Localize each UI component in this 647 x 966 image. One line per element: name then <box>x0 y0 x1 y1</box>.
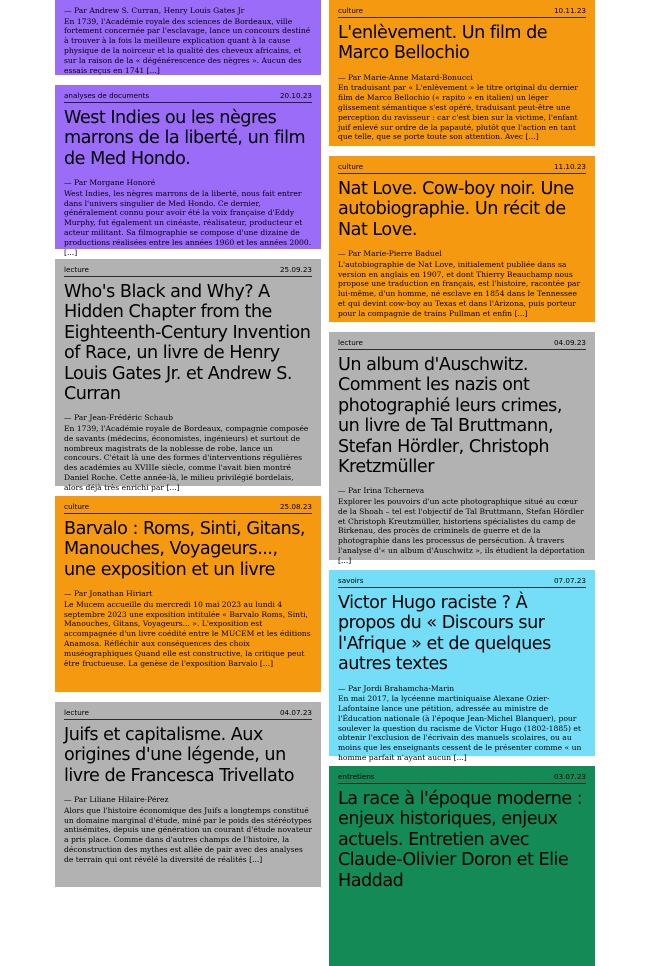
article-category[interactable]: lecture <box>64 708 89 717</box>
article-excerpt: Explorer les pouvoirs d'un acte photographique situé au cœur de la Shoah – tel est l'objectif de Tal Bruttmann, Stefan Hördler et Christoph Kreutzmüller, historiens spécialistes du camp de Birkenau, des procès de criminels de guerre et de la photographie dans les processus de persécution. À travers l'analyse d'« un album d'Auschwitz », ils étudient la déportation [...] <box>338 497 585 565</box>
article-meta <box>338 6 586 18</box>
article-author: — Par Jonathan Hiriart <box>64 589 153 599</box>
article-title[interactable]: Victor Hugo raciste ? À propos du « Discours sur l'Afrique » et de quelques autres textes <box>338 593 551 675</box>
article-meta <box>64 91 312 103</box>
article-category[interactable]: savoirs <box>338 576 364 585</box>
article-card[interactable] <box>329 332 595 565</box>
article-title[interactable]: L'enlèvement. Un film de Marco Bellochio <box>338 23 548 64</box>
article-category[interactable]: entretiens <box>338 772 375 781</box>
article-title[interactable]: Who's Black and Why? A Hidden Chapter from the Eighteenth-Century Invention of Race, un livre de Henry Louis Gates Jr. et Andrew S. Curran <box>64 282 311 405</box>
article-card[interactable] <box>55 85 321 257</box>
article-date: 03.07.23 <box>553 772 586 781</box>
article-date: 20.10.23 <box>279 91 312 100</box>
article-card[interactable] <box>329 0 595 146</box>
article-meta <box>338 338 586 350</box>
article-author: — Par Irina Tcherneva <box>338 486 425 496</box>
article-date: 25.08.23 <box>279 502 312 511</box>
article-excerpt: En 1739, l'Académie royale de Bordeaux, compagnie composée de savants (médecins, économistes, ingénieurs) et surtout de nombreux magistrats de la noblesse de robe, lance un concours. C'était là une des formes d'interventions régulières des académies au XVIIIe siècle, comme l'avait bien montré Daniel Roche. Cette année-là, le milieu privilégié bordelais, alors déjà très enrichi par [...] <box>64 424 309 492</box>
article-author: — Par Liliane Hilaire-Pérez <box>64 795 169 805</box>
article-title[interactable]: West Indies ou les nègres marrons de la liberté, un film de Med Hondo. <box>64 108 306 169</box>
article-card[interactable] <box>329 766 595 966</box>
article-excerpt: Le Mucem accueille du mercredi 10 mai 2023 au lundi 4 septembre 2023 une exposition intitulée « Barvalo Roms, Sinti, Manouches, Gitans, Voyageurs... ». L'exposition est accompagnée d'un livre coédité entre le MUCEM et les éditions Anamosa. Réfléchir aux conséquences des choix muséographiques Quand elle est constructive, la critique peut être fructueuse. La genèse de l'exposition Barvalo [...] <box>64 599 311 668</box>
article-meta <box>338 576 586 588</box>
article-author: — Par Jordi Brahamcha-Marin <box>338 683 455 693</box>
article-card[interactable] <box>329 156 595 322</box>
article-excerpt: Alors que l'histoire économique des Juifs a longtemps constitué un domaine marginal d'étude, miné par le poids des stéréotypes antisémites, depuis une génération un courant d'étude novateur a pris place. Comme dans d'autres champs de l'histoire, la déconstruction des mythes est allée de pair avec des analyses de terrain qui ont révélé la diversité de réalités [...] <box>64 805 312 864</box>
article-date: 04.07.23 <box>279 708 312 717</box>
article-category[interactable]: analyses de documents <box>64 91 150 100</box>
article-title[interactable]: La race à l'époque moderne : enjeux historiques, enjeux actuels. Entretien avec Claude-Olivier Doron et Elie Haddad <box>338 789 583 891</box>
article-excerpt: En mai 2017, la lycéenne martiniquaise Alexane Ozier-Lafontaine lance une pétition, adressée au ministre de l'Éducation nationale (à l'époque Jean-Michel Blanquer), pour soulever la question du racisme de Victor Hugo (1802-1885) et obtenir l'exclusion de l'écrivain des manuels scolaires, ou au moins que les enseignants cessent de le présenter comme « un homme parfait n'ayant aucun [...] <box>338 694 582 762</box>
article-author: — Par Andrew S. Curran, Henry Louis Gates Jr <box>64 6 245 15</box>
article-date: 25.09.23 <box>279 265 312 274</box>
article-title[interactable]: Juifs et capitalisme. Aux origines d'une légende, un livre de Francesca Trivellato <box>64 725 294 786</box>
article-date: 11.10.23 <box>553 162 586 171</box>
article-category[interactable]: culture <box>64 502 90 511</box>
article-meta <box>64 265 312 277</box>
article-meta <box>338 772 586 784</box>
article-category[interactable]: lecture <box>64 265 89 274</box>
article-title[interactable]: Un album d'Auschwitz. Comment les nazis ont photographié leurs crimes, un livre de Tal Bruttmann, Stefan Hördler, Christoph Kretzmüller <box>338 355 562 478</box>
article-excerpt: En traduisant par « L'enlèvement » le titre original du dernier film de Marco Bellochio (« rapito » en italien) un léger glissement sémantique s'est opéré, traduisant peut-être une perception du ravisseur : car c'est bien sur la victime, l'enfant juif enlevé sur ordre de la papauté, plutôt que l'action en tant que telle, que se porte toute son attention. Avec [...] <box>338 83 579 142</box>
article-date: 07.07.23 <box>553 576 586 585</box>
article-meta <box>64 708 312 720</box>
article-category[interactable]: culture <box>338 162 364 171</box>
article-meta <box>64 502 312 514</box>
article-author: — Par Marie-Pierre Baduel <box>338 249 442 259</box>
article-title[interactable]: Barvalo : Roms, Sinti, Gitans, Manouches, Voyageurs..., une exposition et un livre <box>64 519 306 580</box>
right-column <box>329 0 595 966</box>
article-date: 04.09.23 <box>553 338 586 347</box>
article-excerpt: L'autobiographie de Nat Love, initialement publiée dans sa version en anglais en 1907, et dont Thierry Beauchamp nous propose une traduction en français, est l'histoire, racontée par lui-même, d'un homme, né esclave en 1854 dans le Tennessee et qui devint cow-boy au Texas et dans l'Arizona, puis porteur pour la compagnie de trains Pullman et enfin [...] <box>338 259 581 318</box>
article-excerpt: En 1739, l'Académie royale des sciences de Bordeaux, ville fortement concernée par l'esclavage, lance un concours destiné à trouver à la fois la meilleure explication quant à la cause physique de la noirceur et la qualité des cheveux africains, et sur la raison de la « dégénérescence des nègres ». Aucun des essais reçus en 1741 [...] <box>64 16 311 75</box>
article-author: — Par Marie-Anne Matard-Bonucci <box>338 72 473 82</box>
article-card[interactable] <box>329 570 595 762</box>
article-excerpt: West Indies, les nègres marrons de la liberté, nous fait entrer dans l'univers singulier de Med Hondo. Ce dernier, généralement connu pour avoir été la voix française d'Eddy Murphy, fut également un cinéaste, réalisateur, producteur et acteur militant. Sa filmographie se compose d'une dizaine de productions réalisées entre les années 1960 et les années 2000. [...] <box>64 188 312 257</box>
article-card[interactable] <box>55 702 321 887</box>
article-card[interactable] <box>55 259 321 492</box>
left-column <box>55 0 321 887</box>
article-date: 10.11.23 <box>553 6 586 15</box>
article-author: — Par Jean-Frédéric Schaub <box>64 413 173 423</box>
article-category[interactable]: lecture <box>338 338 363 347</box>
article-author: — Par Morgane Honoré <box>64 178 156 188</box>
article-category[interactable]: culture <box>338 6 364 15</box>
article-meta <box>338 162 586 174</box>
article-card[interactable] <box>55 496 321 692</box>
article-title[interactable]: Nat Love. Cow-boy noir. Une autobiographie. Un récit de Nat Love. <box>338 179 574 240</box>
article-card[interactable] <box>55 0 321 75</box>
